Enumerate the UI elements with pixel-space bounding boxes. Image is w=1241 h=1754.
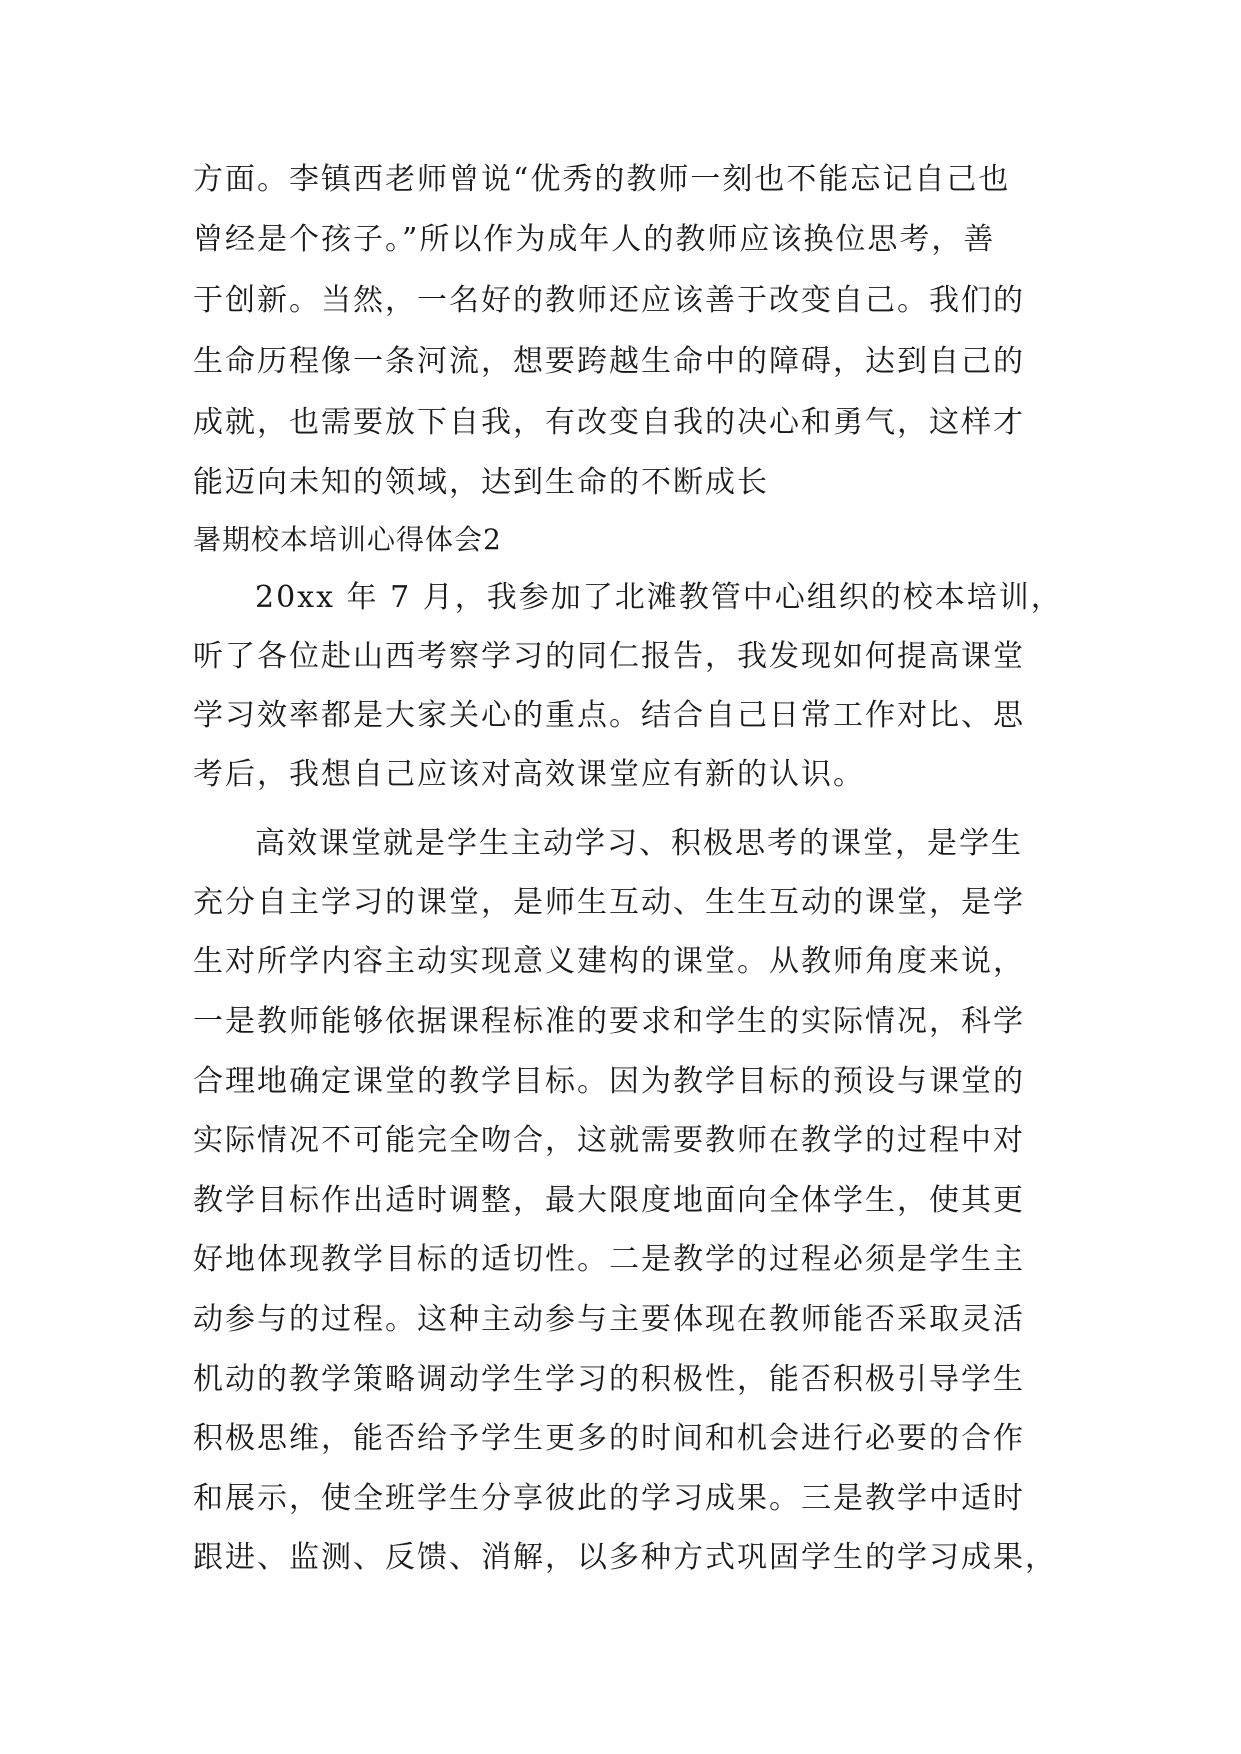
paragraph-line: 生命历程像一条河流，想要跨越生命中的障碍，达到自己的 [193, 344, 1025, 379]
paragraph-line: 20xx 年 7 月，我参加了北滩教管中心组织的校本培训， [255, 580, 1063, 615]
paragraph-line: 动参与的过程。这种主动参与主要体现在教师能否采取灵活 [193, 1302, 1025, 1337]
paragraph-line: 于创新。当然，一名好的教师还应该善于改变自己。我们的 [193, 283, 1025, 318]
paragraph-line: 和展示，使全班学生分享彼此的学习成果。三是教学中适时 [193, 1481, 1025, 1516]
paragraph-line: 一是教师能够依据课程标准的要求和学生的实际情况，科学 [193, 1004, 1025, 1039]
paragraph-line: 学习效率都是大家关心的重点。结合自己日常工作对比、思 [193, 698, 1025, 733]
paragraph-line: 成就，也需要放下自我，有改变自我的决心和勇气，这样才 [193, 405, 1025, 440]
paragraph-line: 高效课堂就是学生主动学习、积极思考的课堂，是学生 [255, 826, 1023, 861]
paragraph-line: 跟进、监测、反馈、消解，以多种方式巩固学生的学习成果， [193, 1540, 1057, 1575]
paragraph-line: 实际情况不可能完全吻合，这就需要教师在教学的过程中对 [193, 1123, 1025, 1158]
paragraph-line: 生对所学内容主动实现意义建构的课堂。从教师角度来说， [193, 944, 1025, 979]
paragraph-line: 好地体现教学目标的适切性。二是教学的过程必须是学生主 [193, 1242, 1025, 1277]
paragraph-line: 合理地确定课堂的教学目标。因为教学目标的预设与课堂的 [193, 1064, 1025, 1099]
paragraph-line: 能迈向未知的领域，达到生命的不断成长 [193, 465, 769, 500]
paragraph-line: 方面。李镇西老师曾说“优秀的教师一刻也不能忘记自己也 [193, 162, 1011, 197]
section-heading: 暑期校本培训心得体会2 [193, 523, 502, 556]
paragraph-line: 机动的教学策略调动学生学习的积极性，能否积极引导学生 [193, 1362, 1025, 1397]
paragraph-line: 曾经是个孩子。”所以作为成年人的教师应该换位思考，善 [193, 222, 996, 257]
paragraph-line: 积极思维，能否给予学生更多的时间和机会进行必要的合作 [193, 1421, 1025, 1456]
paragraph-line: 教学目标作出适时调整，最大限度地面向全体学生，使其更 [193, 1183, 1025, 1218]
paragraph-line: 考后，我想自己应该对高效课堂应有新的认识。 [193, 757, 865, 792]
paragraph-line: 听了各位赴山西考察学习的同仁报告，我发现如何提高课堂 [193, 639, 1025, 674]
paragraph-line: 充分自主学习的课堂，是师生互动、生生互动的课堂，是学 [193, 885, 1025, 920]
